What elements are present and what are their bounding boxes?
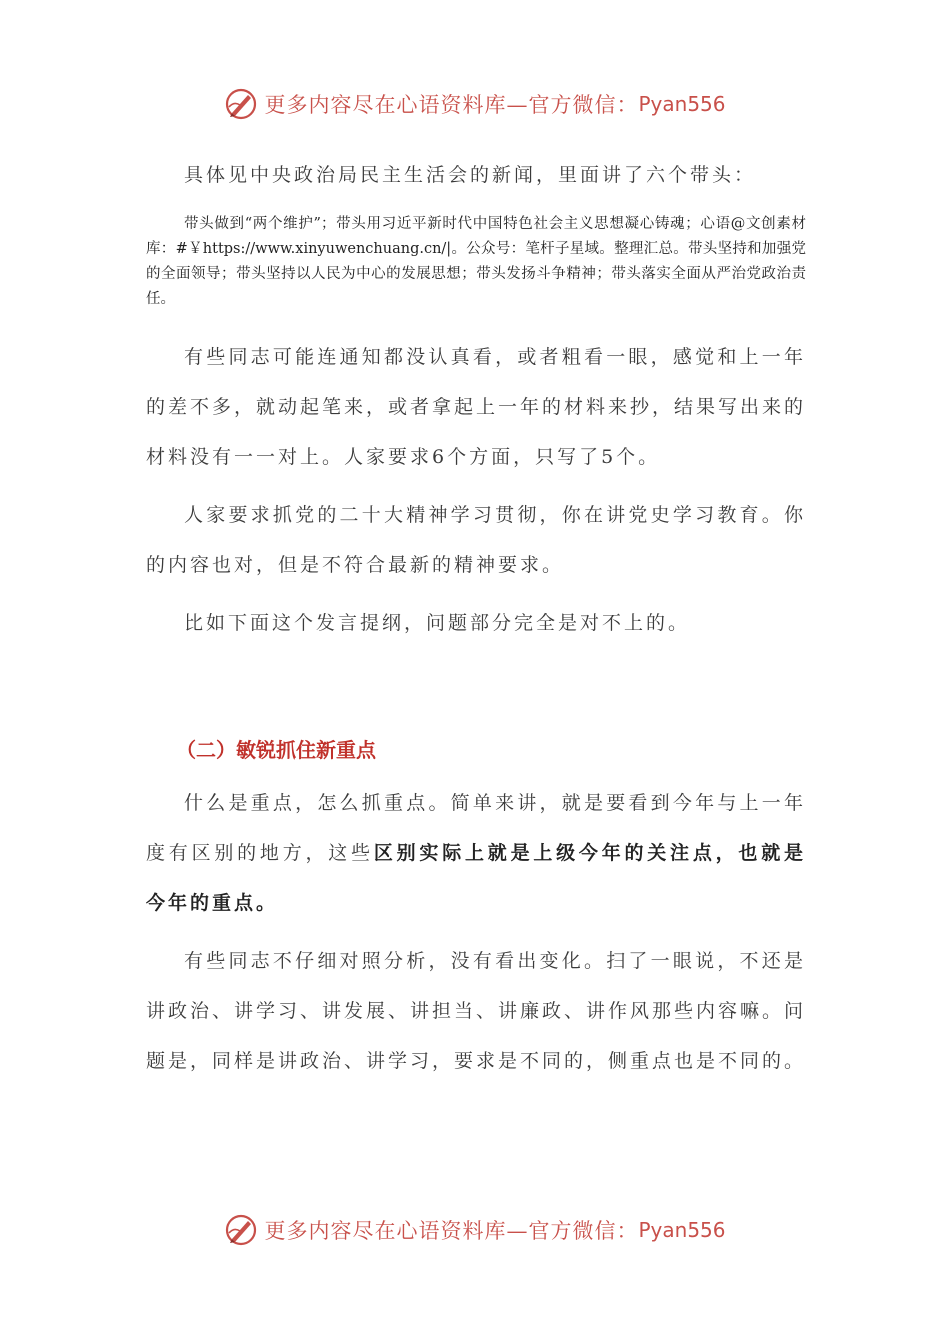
pen-logo-icon — [224, 87, 258, 121]
banner-wechat-id: Pyan556 — [638, 92, 726, 116]
paragraph-5 — [146, 778, 806, 928]
paragraph-5-lead: 什么是重点，怎么抓重点。简单来讲，就是要看到今年与上一年度有区别的地方，这些 — [146, 792, 806, 864]
paragraph-5-emphasis: 区别实际上就是上级今年的关注点，也就是今年的重点。 — [146, 842, 806, 914]
paragraph-6: 有些同志不仔细对照分析，没有看出变化。扫了一眼说，不还是讲政治、讲学习、讲发展、讲担当、讲廉政、讲作风那些内容嘛。问题是，同样是讲政治、讲学习，要求是不同的，侧重点也是不同的。 — [146, 950, 807, 1072]
banner-text: 更多内容尽在心语资料库—官方微信： — [264, 1219, 639, 1243]
header-banner — [0, 84, 950, 124]
paragraph-2: 有些同志可能连通知都没认真看，或者粗看一眼，感觉和上一年的差不多，就动起笔来，或者拿起上一年的材料来抄，结果写出来的材料没有一一对上。人家要求6个方面，只写了5个。 — [146, 346, 807, 468]
paragraph-3: 人家要求抓党的二十大精神学习贯彻，你在讲党史学习教育。你的内容也对，但是不符合最新的精神要求。 — [146, 504, 806, 576]
quoted-list: 带头做到“两个维护”；带头用习近平新时代中国特色社会主义思想凝心铸魂；心语@文创素材库：#￥https://www.xinyuwenchuang.cn/|。公众号：笔杆子星域。整理汇总。带头坚持和加强党的全面领导；带头坚持以人民为中心的发展思想；带头发扬斗争精神；带头落实全面从严治党政治责任。 — [146, 216, 806, 307]
paragraph-4: 比如下面这个发言提纲，问题部分完全是对不上的。 — [184, 612, 691, 634]
section-heading: （二）敏锐抓住新重点 — [176, 738, 376, 762]
document-body — [146, 150, 806, 1086]
banner-wechat-id: Pyan556 — [638, 1218, 726, 1242]
paragraph-intro: 具体见中央政治局民主生活会的新闻，里面讲了六个带头： — [184, 164, 757, 186]
pen-logo-icon — [224, 1213, 258, 1247]
footer-banner — [0, 1210, 950, 1250]
banner-text: 更多内容尽在心语资料库—官方微信： — [264, 93, 639, 117]
